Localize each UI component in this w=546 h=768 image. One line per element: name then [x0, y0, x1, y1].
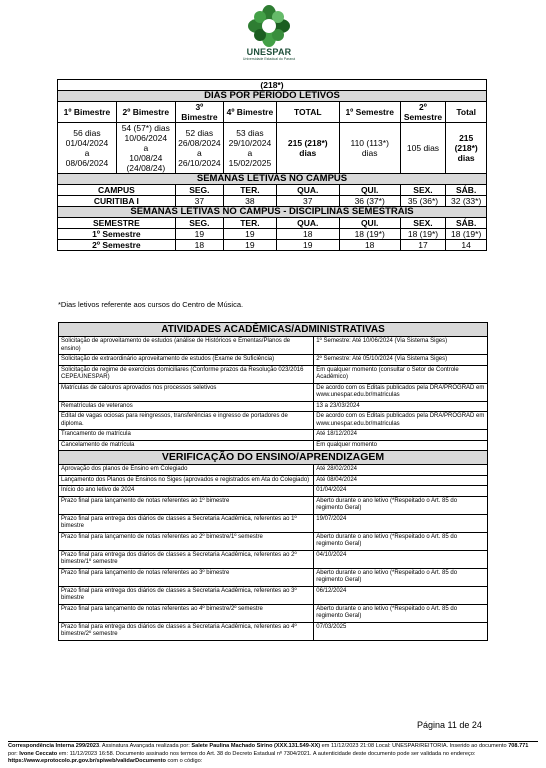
total-days: 215 (218*) dias — [276, 123, 339, 174]
list-item — [59, 383, 488, 401]
activity-label: Edital de vagas ociosas para reingressos, transferências e ingresso de portadores de diploma. — [59, 412, 314, 430]
list-item — [59, 475, 488, 486]
table-cell: 37 — [175, 196, 223, 207]
table-cell: 19 — [175, 229, 223, 240]
activity-deadline: Até 28/02/2024 — [314, 465, 488, 476]
activity-deadline: 19/07/2024 — [314, 514, 488, 532]
activity-deadline: Em qualquer momento — [314, 440, 488, 451]
activity-deadline: Aberto durante o ano letivo (*Respeitado o Art. 85 do regimento Geral) — [314, 568, 488, 586]
days-cell: 52 dias 26/08/2024 a 26/10/2024 — [175, 123, 223, 174]
footnote: *Dias letivos referente aos cursos do Centro de Música. — [58, 300, 244, 309]
header-cell: Total — [446, 102, 487, 123]
header-cell: 1º Semestre — [339, 102, 400, 123]
header-cell: TER. — [224, 185, 277, 196]
footer-ref: Correspondência Interna 299/2023 — [8, 743, 100, 749]
sem1-days: 110 (113*) dias — [339, 123, 400, 174]
activity-deadline: 01/04/2024 — [314, 486, 488, 497]
grand-total-days: 215 (218*) dias — [446, 123, 487, 174]
header-cell: QUA. — [276, 185, 339, 196]
header-cell: SÁB. — [446, 218, 487, 229]
activity-label: Prazo final para entrega dos diários de classes a Secretaria Acadêmica, referentes ao 2º bimestre/1º semestre — [59, 550, 314, 568]
header-cell: 4º Bimestre — [224, 102, 277, 123]
list-item — [59, 586, 488, 604]
table-cell: 14 — [446, 240, 487, 251]
header-cell: 2º Bimestre — [116, 102, 175, 123]
header-cell: 1º Bimestre — [58, 102, 117, 123]
activity-deadline: Até 18/12/2024 — [314, 430, 488, 441]
campus-name: CURITIBA I — [58, 196, 176, 207]
header-cell: SEX. — [400, 218, 446, 229]
unespar-logo — [238, 4, 300, 70]
activity-label: Prazo final para lançamento de notas referentes ao 3º bimestre — [59, 568, 314, 586]
list-item — [59, 514, 488, 532]
table-cell: 19 — [276, 240, 339, 251]
semester-name: 1º Semestre — [58, 229, 176, 240]
activity-deadline: Até 08/04/2024 — [314, 475, 488, 486]
atividades-title: ATIVIDADES ACADÊMICAS/ADMINISTRATIVAS — [59, 323, 488, 337]
table-cell: 18 — [339, 240, 400, 251]
activity-deadline: Aberto durante o ano letivo (*Respeitado o Art. 85 do regimento Geral) — [314, 496, 488, 514]
semanas-sem-title: SEMANAS LETIVAS NO CAMPUS - DISCIPLINAS SEMESTRAIS — [58, 207, 487, 218]
header-cell: CAMPUS — [58, 185, 176, 196]
days-cell: 54 (57*) dias 10/06/2024 a 10/08/24 (24/08/24) — [116, 123, 175, 174]
activity-label: Prazo final para lançamento de notas referentes ao 1º bimestre — [59, 496, 314, 514]
table-cell: 19 — [224, 240, 277, 251]
list-item — [59, 568, 488, 586]
flower-logo-icon — [247, 4, 291, 48]
signature-footer: Correspondência Interna 299/2023. Assinatura Avançada realizada por: Salete Paulina Machado Sirino (XXX.131.549-XX) em 11/12/2023 21:08 Local: UNESPAR/REITORIA. Inserido ao documento 708.771 por: Ivone Ceccato em: 11/12/2023 16:58. Documento assinado nos termos do Art. 38 do Decreto Estadual nº 7304/2021. A autenticidade deste documento pode ser validada no endereço: https://www.eprotocolo.pr.gov.br/spiweb/validarDocumento com o código: — [8, 741, 538, 766]
activity-deadline: Aberto durante o ano letivo (*Respeitado o Art. 85 do regimento Geral) — [314, 532, 488, 550]
days-cell: 56 dias 01/04/2024 a 08/06/2024 — [58, 123, 117, 174]
header-cell: TOTAL — [276, 102, 339, 123]
activity-label: Solicitação de extraordinário aproveitamento de estudos (Exame de Suficiência) — [59, 355, 314, 366]
semester-name: 2º Semestre — [58, 240, 176, 251]
activity-deadline: 06/12/2024 — [314, 586, 488, 604]
activity-deadline: De acordo com os Editais publicados pela DRA/PROGRAD em www.unespar.edu.br/matriculas — [314, 383, 488, 401]
header-cell: SEX. — [400, 185, 446, 196]
activity-label: Prazo final para entrega dos diários de classes a Secretaria Acadêmica, referentes ao 3º bimestre — [59, 586, 314, 604]
list-item — [59, 355, 488, 366]
activity-deadline: 2º Semestre: Até 05/10/2024 (Via Sistema Siges) — [314, 355, 488, 366]
activity-deadline: 13 a 23/03/2024 — [314, 401, 488, 412]
verificacao-title: VERIFICAÇÃO DO ENSINO/APRENDIZAGEM — [59, 451, 488, 465]
activity-deadline: De acordo com os Editais publicados pela DRA/PROGRAD em www.unespar.edu.br/matriculas — [314, 412, 488, 430]
list-item — [59, 337, 488, 355]
activities-table — [58, 322, 488, 641]
activity-label: Rematrículas de veteranos — [59, 401, 314, 412]
activity-label: Lançamento dos Planos de Ensinos no Siges (aprovados e registrados em Ata do Colegiado) — [59, 475, 314, 486]
list-item — [59, 465, 488, 476]
activity-deadline: 07/03/2025 — [314, 622, 488, 640]
activity-deadline: 1º Semestre: Até 10/06/2024 (Via Sistema Siges) — [314, 337, 488, 355]
header-cell: SÁB. — [446, 185, 487, 196]
activity-label: Matrículas de calouros aprovados nos processos seletivos — [59, 383, 314, 401]
table-cell: 18 (19*) — [400, 229, 446, 240]
logo-name: UNESPAR — [246, 47, 292, 57]
activity-label: Cancelamento de matrícula — [59, 440, 314, 451]
activity-label: Aprovação dos planos de Ensino em Colegiado — [59, 465, 314, 476]
header-cell: SEMESTRE — [58, 218, 176, 229]
table-cell: 18 (19*) — [339, 229, 400, 240]
days-cell: 53 dias 29/10/2024 a 15/02/2025 — [224, 123, 277, 174]
activity-label: Início do ano letivo de 2024 — [59, 486, 314, 497]
list-item — [59, 365, 488, 383]
table-cell: 18 — [175, 240, 223, 251]
table-cell: 38 — [224, 196, 277, 207]
activity-label: Prazo final para entrega dos diários de classes a Secretaria Acadêmica, referentes ao 1º bimestre — [59, 514, 314, 532]
top-cell: (218*) — [58, 80, 487, 91]
table-cell: 37 — [276, 196, 339, 207]
table-cell: 35 (36*) — [400, 196, 446, 207]
activity-deadline: Aberto durante o ano letivo (*Respeitado o Art. 85 do regimento Geral) — [314, 604, 488, 622]
list-item — [59, 430, 488, 441]
table-cell: 32 (33*) — [446, 196, 487, 207]
header-cell: SEG. — [175, 185, 223, 196]
table-cell: 19 — [224, 229, 277, 240]
header-cell: 2º Semestre — [400, 102, 446, 123]
list-item — [59, 401, 488, 412]
page-number: Página 11 de 24 — [417, 720, 482, 730]
header-cell: TER. — [224, 218, 277, 229]
logo-subtitle: Universidade Estadual do Paraná — [242, 57, 296, 61]
list-item — [59, 550, 488, 568]
activity-label: Prazo final para entrega dos diários de classes a Secretaria Acadêmica, referentes ao 4º bimestre/2º semestre — [59, 622, 314, 640]
activity-deadline: 04/10/2024 — [314, 550, 488, 568]
semanas-campus-title: SEMANAS LETIVAS NO CAMPUS — [58, 174, 487, 185]
activity-label: Prazo final para lançamento de notas referentes ao 2º bimestre/1º semestre — [59, 532, 314, 550]
header-cell: SEG. — [175, 218, 223, 229]
list-item — [59, 486, 488, 497]
activity-label: Prazo final para lançamento de notas referentes ao 4º bimestre/2º semestre — [59, 604, 314, 622]
header-cell: QUI. — [339, 218, 400, 229]
activity-label: Trancamento de matrícula — [59, 430, 314, 441]
activity-label: Solicitação de regime de exercícios domiciliares (Conforme prazos da Resolução 023/2016 CEPE/UNESPAR) — [59, 365, 314, 383]
table-cell: 18 (19*) — [446, 229, 487, 240]
activity-deadline: Em qualquer momento (consultar o Setor de Controle Acadêmico) — [314, 365, 488, 383]
validation-link: https://www.eprotocolo.pr.gov.br/spiweb/validarDocumento — [8, 758, 166, 765]
list-item — [59, 496, 488, 514]
table-cell: 18 — [276, 229, 339, 240]
header-cell: QUI. — [339, 185, 400, 196]
header-cell: 3º Bimestre — [175, 102, 223, 123]
sem2-days: 105 dias — [400, 123, 446, 174]
activity-label: Solicitação de aproveitamento de estudos (análise de Históricos e Ementas/Planos de ensino) — [59, 337, 314, 355]
calendar-table — [57, 79, 487, 251]
list-item — [59, 412, 488, 430]
list-item — [59, 622, 488, 640]
list-item — [59, 604, 488, 622]
table-cell: 17 — [400, 240, 446, 251]
list-item — [59, 532, 488, 550]
dias-title: DIAS POR PERÍODO LETIVOS — [58, 91, 487, 102]
table-cell: 36 (37*) — [339, 196, 400, 207]
header-cell: QUA. — [276, 218, 339, 229]
list-item — [59, 440, 488, 451]
